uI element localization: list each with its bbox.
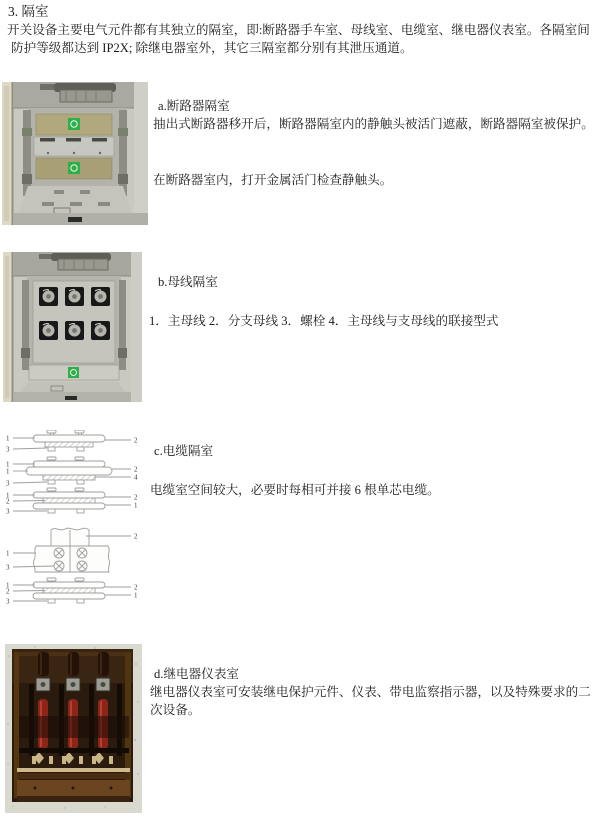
svg-text:2: 2 [134,583,138,592]
page-title: 3. 隔室 [8,4,49,19]
svg-text:2: 2 [134,493,138,502]
busbar-compartment-photo [3,252,142,402]
section-c-heading: c.电缆隔室 [154,444,214,458]
svg-text:1: 1 [6,467,10,476]
svg-text:2: 2 [6,587,10,596]
breaker-compartment-photo [2,82,148,225]
diagram-row-2 [6,457,138,488]
section-a-para-1: 抽出式断路器移开后，断路器隔室内的静触头被活门遮蔽，断路器隔室被保护。 [153,117,594,131]
section-c-para-1: 电缆室空间较大，必要时每相可并接 6 根单芯电缆。 [150,483,440,497]
section-a-heading: a.断路器隔室 [158,99,230,113]
diagram-row-1 [6,430,138,454]
intro-line-1: 开关设备主要电气元件都有其独立的隔室，即:断路器手车室、母线室、电缆室、继电器仪表室。各隔室间 [7,23,590,37]
svg-text:3: 3 [6,479,10,488]
section-b-legend: 1．主母线 2．分支母线 3．螺栓 4．主母线与支母线的联接型式 [149,314,499,328]
section-d-heading: d.继电器仪表室 [154,667,240,681]
svg-text:2: 2 [134,436,138,445]
section-b-heading: b.母线隔室 [158,275,218,289]
svg-text:3: 3 [6,597,10,606]
svg-text:1: 1 [6,581,10,590]
section-a-para-2: 在断路器室内，打开金属活门检查静触头。 [153,173,393,187]
svg-text:1: 1 [6,491,10,500]
svg-text:2: 2 [134,465,138,474]
svg-text:1: 1 [6,549,10,558]
busbar-connection-diagram-svg [3,430,143,610]
svg-text:1: 1 [6,460,10,469]
relay-instrument-compartment-photo [5,644,142,813]
svg-text:3: 3 [6,563,10,572]
breaker-compartment-illustration [2,82,148,225]
intro-line-2: 防护等级都达到 IP2X; 除继电器室外，其它三隔室都分别有其泄压通道。 [11,41,413,55]
svg-text:3: 3 [6,507,10,516]
svg-text:3: 3 [6,445,10,454]
section-d-para-1: 继电器仪表室可安装继电保护元件、仪表、带电监察指示器，以及特殊要求的二次设备。 [150,685,591,717]
svg-text:2: 2 [6,497,10,506]
svg-text:4: 4 [134,473,138,482]
diagram-row-4 [6,528,138,572]
relay-compartment-illustration [5,644,142,813]
svg-text:2: 2 [134,532,138,541]
diagram-row-5 [6,578,138,606]
svg-text:1: 1 [6,434,10,443]
busbar-compartment-illustration [3,252,142,402]
busbar-connection-diagram [3,430,143,610]
diagram-row-3 [6,488,138,516]
svg-text:1: 1 [134,591,138,600]
svg-text:1: 1 [134,501,138,510]
